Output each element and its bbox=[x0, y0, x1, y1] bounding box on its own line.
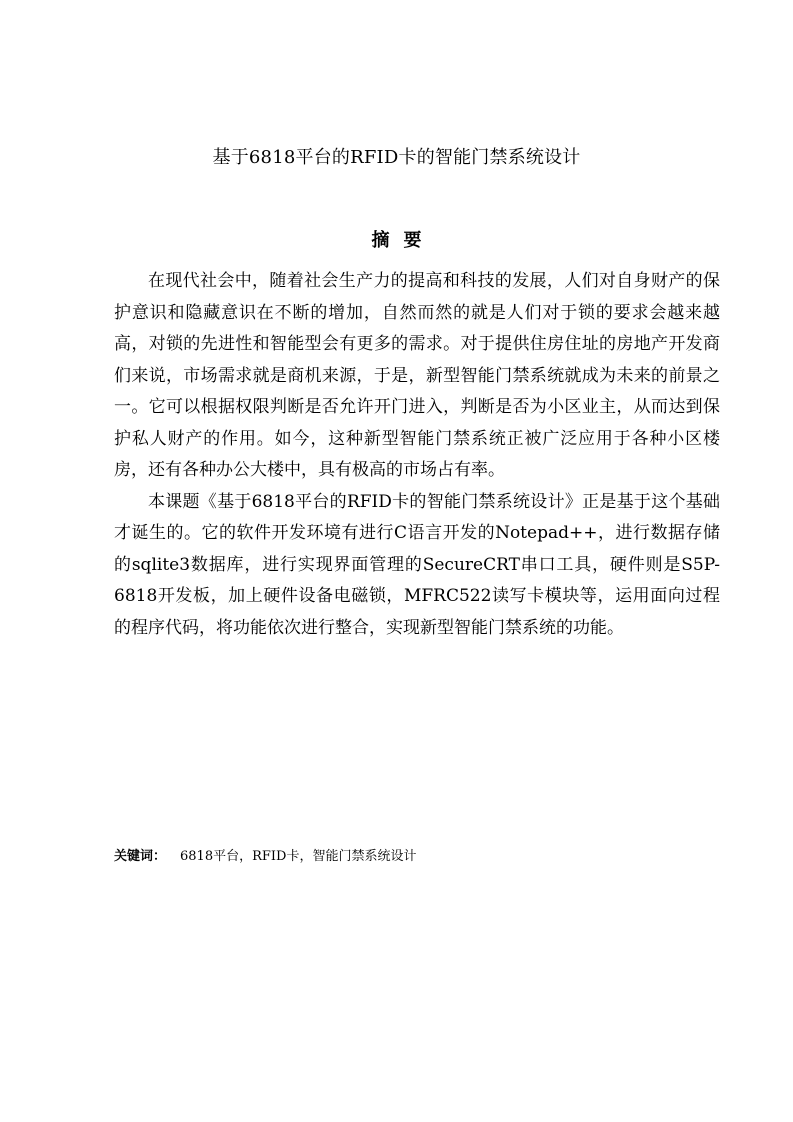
abstract-body bbox=[114, 266, 720, 644]
keywords-line bbox=[114, 847, 720, 867]
abstract-heading: 摘要 bbox=[371, 230, 436, 251]
keywords-value: 6818平台，RFID卡，智能门禁系统设计 bbox=[180, 849, 417, 864]
abstract-paragraph-2: 本课题《基于6818平台的RFID卡的智能门禁系统设计》正是基于这个基础才诞生的。它的软件开发环境有进行C语言开发的Notepad++，进行数据存储的sqlite3数据库，进行实现界面管理的SecureCRT串口工具，硬件则是S5P-6818开发板，加上硬件设备电磁锁，MFRC522读写卡模块等，运用面向过程的程序代码，将功能依次进行整合，实现新型智能门禁系统的功能。 bbox=[114, 491, 720, 638]
keywords-label: 关键词： bbox=[114, 849, 167, 864]
abstract-paragraph-1: 在现代社会中，随着社会生产力的提高和科技的发展，人们对自身财产的保护意识和隐藏意识在不断的增加，自然而然的就是人们对于锁的要求会越来越高，对锁的先进性和智能型会有更多的需求。对于提供住房住址的房地产开发商们来说，市场需求就是商机来源，于是，新型智能门禁系统就成为未来的前景之一。它可以根据权限判断是否允许开门进入，判断是否为小区业主，从而达到保护私人财产的作用。如今，这种新型智能门禁系统正被广泛应用于各种小区楼房，还有各种办公大楼中，具有极高的市场占有率。 bbox=[114, 271, 720, 480]
thesis-title: 基于6818平台的RFID卡的智能门禁系统设计 bbox=[212, 147, 581, 168]
